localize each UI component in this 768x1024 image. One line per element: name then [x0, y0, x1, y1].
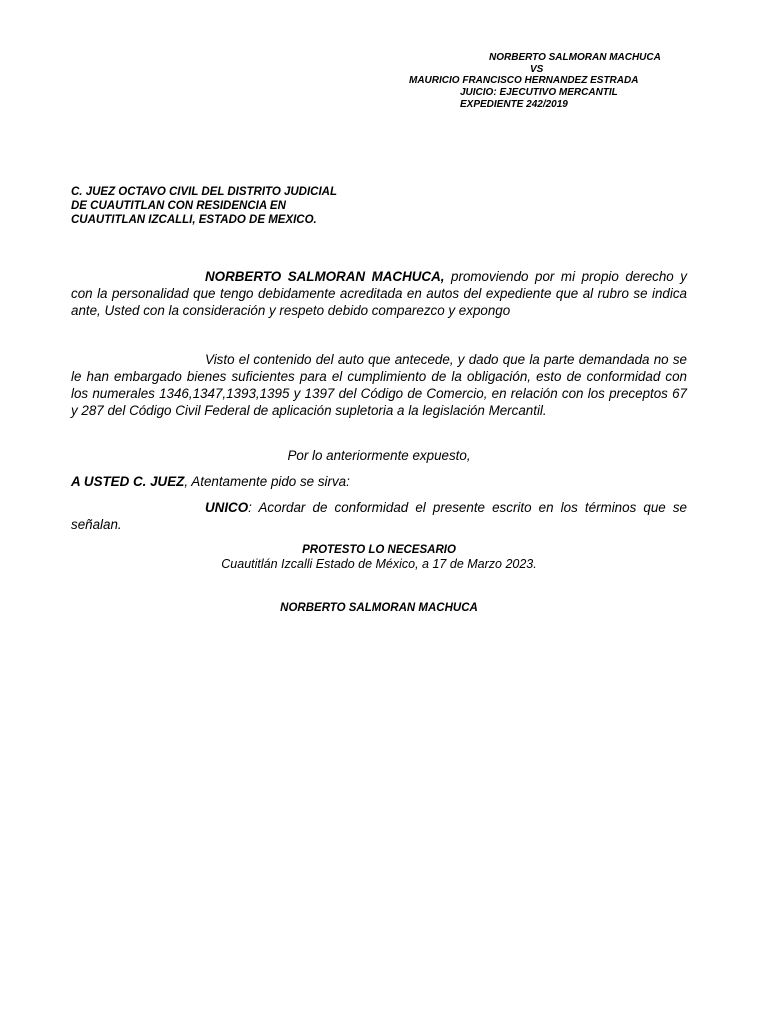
- header-plaintiff: NORBERTO SALMORAN MACHUCA: [489, 52, 661, 63]
- intro-name: NORBERTO SALMORAN MACHUCA,: [205, 269, 445, 284]
- header-file-number: EXPEDIENTE 242/2019: [460, 99, 568, 110]
- intro-paragraph: [71, 268, 687, 319]
- intro-text: promoviendo por mi propio derecho y con la personalidad que tengo debidamente acreditada en autos del expediente que al rubro se indica ante, Usted con la consideración y respeto debido comparezco y expongo: [71, 269, 687, 319]
- addressee-line-2: DE CUAUTITLAN CON RESIDENCIA EN: [71, 200, 286, 212]
- unico-text: : Acordar de conformidad el presente escrito en los términos que se señalan.: [71, 500, 687, 533]
- header-versus: VS: [530, 64, 544, 75]
- addressee-block: [71, 185, 391, 227]
- addressee-line-3: CUAUTITLAN IZCALLI, ESTADO DE MEXICO.: [71, 214, 317, 226]
- closing-place-date: Cuautitlán Izcalli Estado de México, a 17 de Marzo 2023.: [221, 557, 537, 571]
- unico-paragraph: [71, 499, 687, 533]
- header-trial: JUICIO: EJECUTIVO MERCANTIL: [460, 87, 618, 98]
- petition-text: , Atentamente pido se sirva:: [184, 474, 350, 489]
- body-text: Visto el contenido del auto que antecede, y dado que la parte demandada no se le han embargado bienes suficientes para el cumplimiento de la obligación, esto de conformidad con los numerales 1346,1347,1393,1395 y 1397 del Código de Comercio, en relación con los preceptos 67 y 287 del Código Civil Federal de aplicación supletoria a la legislación Mercantil.: [71, 352, 687, 419]
- unico-bold: UNICO: [205, 500, 249, 515]
- conclusion-line: Por lo anteriormente expuesto,: [287, 448, 471, 463]
- petition-line: [71, 473, 687, 490]
- petition-bold: A USTED C. JUEZ: [71, 474, 185, 489]
- header-defendant: MAURICIO FRANCISCO HERNANDEZ ESTRADA: [409, 75, 639, 86]
- signature-name: NORBERTO SALMORAN MACHUCA: [280, 602, 478, 614]
- body-paragraph: [71, 351, 687, 419]
- addressee-line-1: C. JUEZ OCTAVO CIVIL DEL DISTRITO JUDICIAL: [71, 186, 338, 198]
- closing-title: PROTESTO LO NECESARIO: [302, 544, 456, 556]
